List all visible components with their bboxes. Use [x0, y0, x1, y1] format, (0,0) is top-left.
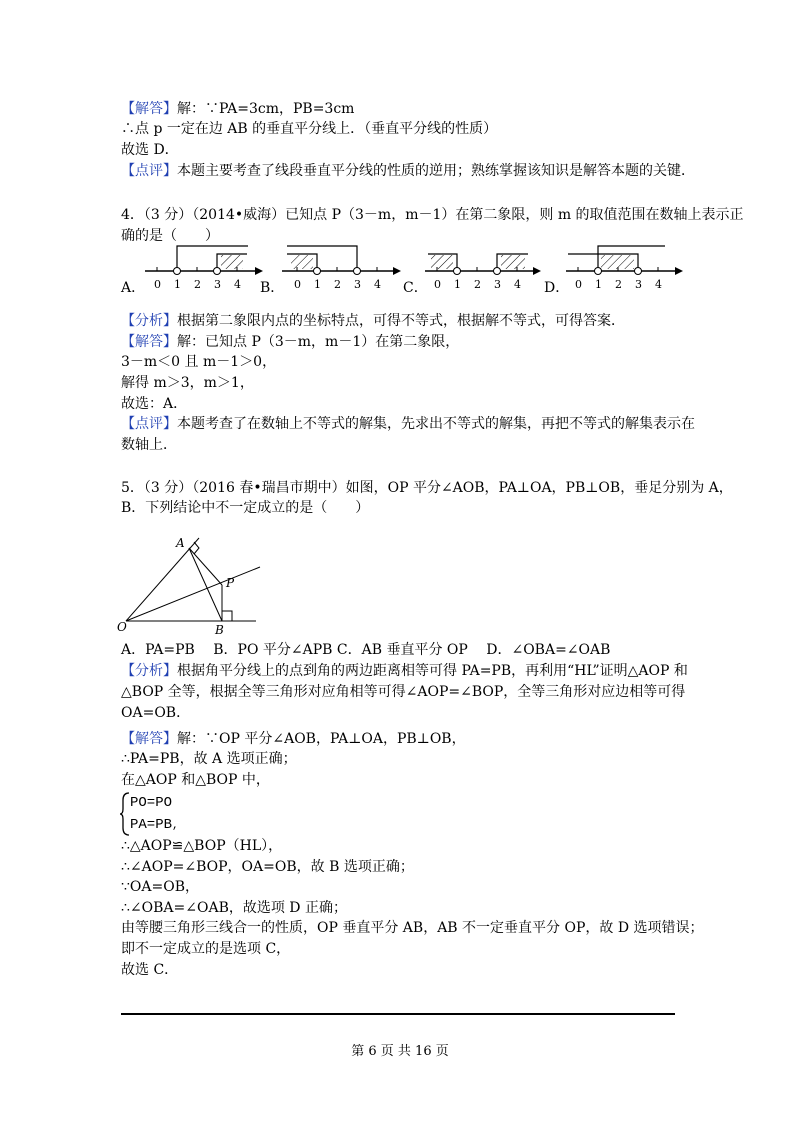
q3-answer-l1: 解：∵PA=3cm，PB=3cm	[177, 101, 355, 117]
q5-stem-l2: B．下列结论中不一定成立的是（ ）	[121, 500, 370, 516]
analysis-tag: 【分析】	[121, 663, 177, 679]
tick-label: 3	[635, 278, 642, 291]
tick-label: 4	[514, 278, 521, 291]
tick-label: 1	[314, 278, 321, 291]
q4-analysis	[121, 311, 625, 331]
tick-label: 2	[194, 278, 201, 291]
q4-answer-l4: 故选：A．	[121, 396, 188, 412]
q5-answer	[121, 729, 466, 749]
q5-answer-l1: 解：∵OP 平分∠AOB，PA⊥OA，PB⊥OB，	[177, 731, 466, 747]
point-label-p: P	[226, 576, 235, 590]
tick-label: 0	[434, 278, 441, 291]
answer-tag: 【解答】	[121, 101, 177, 117]
system-line-2-text: PA=PB	[130, 817, 173, 833]
footer-divider	[121, 1013, 675, 1015]
q3-answer-l3: 故选 D．	[121, 142, 179, 158]
q4-option-c: C．	[403, 280, 428, 296]
tick-label: 4	[374, 278, 381, 291]
q5-analysis-l1: 根据角平分线上的点到角的两边距离相等可得 PA=PB，再利用“HL”证明△AOP 和	[177, 663, 688, 679]
page-footer: 第 6 页 共 16 页	[351, 1044, 449, 1059]
q5-answer-l7: ∴∠OBA=∠OAB，故选项 D 正确；	[121, 900, 347, 916]
q3-comment-text: 本题主要考查了线段垂直平分线的性质的逆用；熟练掌握该知识是解答本题的关键．	[177, 163, 695, 179]
q5-answer-l8: 由等腰三角形三线合一的性质，OP 垂直平分 AB，AB 不一定垂直平分 OP，故 D 选项错误；	[121, 920, 704, 936]
number-line-c	[425, 254, 541, 291]
q4-analysis-text: 根据第二象限内点的坐标特点，可得不等式，根据解不等式，可得答案．	[177, 313, 625, 329]
q5-answer-l10: 故选 C．	[121, 962, 179, 978]
q4-comment-l1: 本题考查了在数轴上不等式的解集，先求出不等式的解集，再把不等式的解集表示在	[177, 416, 695, 432]
q5-geometry-figure	[115, 530, 275, 640]
tick-label: 0	[575, 278, 582, 291]
tick-label: 4	[234, 278, 241, 291]
tick-label: 0	[294, 278, 301, 291]
number-line-a	[145, 246, 263, 291]
q5-analysis	[121, 661, 688, 681]
q4-number-lines	[0, 240, 800, 300]
number-line-b	[282, 246, 401, 291]
q4-stem-l2: 确的是（ ）	[121, 228, 219, 244]
system-line-2: PA=PB,	[130, 817, 179, 833]
system-line-1: PO=PO	[130, 795, 173, 811]
q4-stem-l1: 4．（3 分）（2014•威海）已知点 P（3－m，m－1）在第二象限，则 m 的取值范围在数轴上表示正	[121, 207, 744, 223]
tick-label: 3	[354, 278, 361, 291]
q5-answer-l9: 即不一定成立的是选项 C，	[121, 941, 291, 957]
q5-answer-l6: ∵OA=OB，	[121, 879, 199, 895]
q4-option-d: D．	[544, 280, 570, 296]
q4-option-a: A．	[121, 280, 146, 296]
tick-label: 2	[334, 278, 341, 291]
tick-label: 1	[454, 278, 461, 291]
q5-analysis-l3: OA=OB．	[121, 705, 191, 721]
point-label-b: B	[215, 623, 224, 637]
q4-answer-l2: 3－m＜0 且 m－1＞0，	[121, 354, 277, 370]
q5-answer-l3: 在△AOP 和△BOP 中，	[121, 772, 270, 788]
q4-comment-l2: 数轴上．	[121, 437, 177, 453]
tick-label: 2	[615, 278, 622, 291]
q4-answer-l1: 解：已知点 P（3－m，m－1）在第二象限，	[177, 334, 460, 350]
answer-tag: 【解答】	[121, 731, 177, 747]
equation-system	[130, 792, 179, 837]
q5-stem-l1: 5．（3 分）（2016 春•瑞昌市期中）如图，OP 平分∠AOB，PA⊥OA，PB⊥OB，垂足分别为 A，	[121, 480, 733, 496]
comment-tag: 【点评】	[121, 416, 177, 432]
q4-option-b: B．	[260, 280, 285, 296]
point-label-o: O	[117, 620, 127, 634]
q4-answer-l3: 解得 m＞3，m＞1，	[121, 375, 254, 391]
tick-label: 1	[595, 278, 602, 291]
tick-label: 2	[474, 278, 481, 291]
q3-answer	[121, 99, 354, 119]
q5-answer-l5: ∴∠AOP=∠BOP，OA=OB，故 B 选项正确；	[121, 859, 414, 875]
q5-analysis-l2: △BOP 全等，根据全等三角形对应角相等可得∠AOP=∠BOP，全等三角形对应边相等可得	[121, 684, 686, 700]
tick-label: 4	[655, 278, 662, 291]
comment-tag: 【点评】	[121, 163, 177, 179]
q5-answer-l4: ∴△AOP≌△BOP（HL），	[121, 838, 283, 854]
q5-answer-l2: ∴PA=PB，故 A 选项正确；	[121, 751, 297, 767]
tick-label: 1	[174, 278, 181, 291]
q5-options: A．PA=PB B．PO 平分∠APB C．AB 垂直平分 OP D．∠OBA=∠OAB	[121, 642, 611, 658]
point-label-a: A	[176, 536, 185, 550]
q4-comment	[121, 414, 695, 434]
tick-label: 0	[154, 278, 161, 291]
number-line-d	[566, 246, 683, 291]
q4-answer	[121, 332, 459, 352]
tick-label: 3	[214, 278, 221, 291]
q3-comment	[121, 161, 695, 181]
analysis-tag: 【分析】	[121, 313, 177, 329]
tick-label: 3	[494, 278, 501, 291]
answer-tag: 【解答】	[121, 334, 177, 350]
q3-answer-l2: ∴点 p 一定在边 AB 的垂直平分线上．（垂直平分线的性质）	[121, 121, 498, 137]
